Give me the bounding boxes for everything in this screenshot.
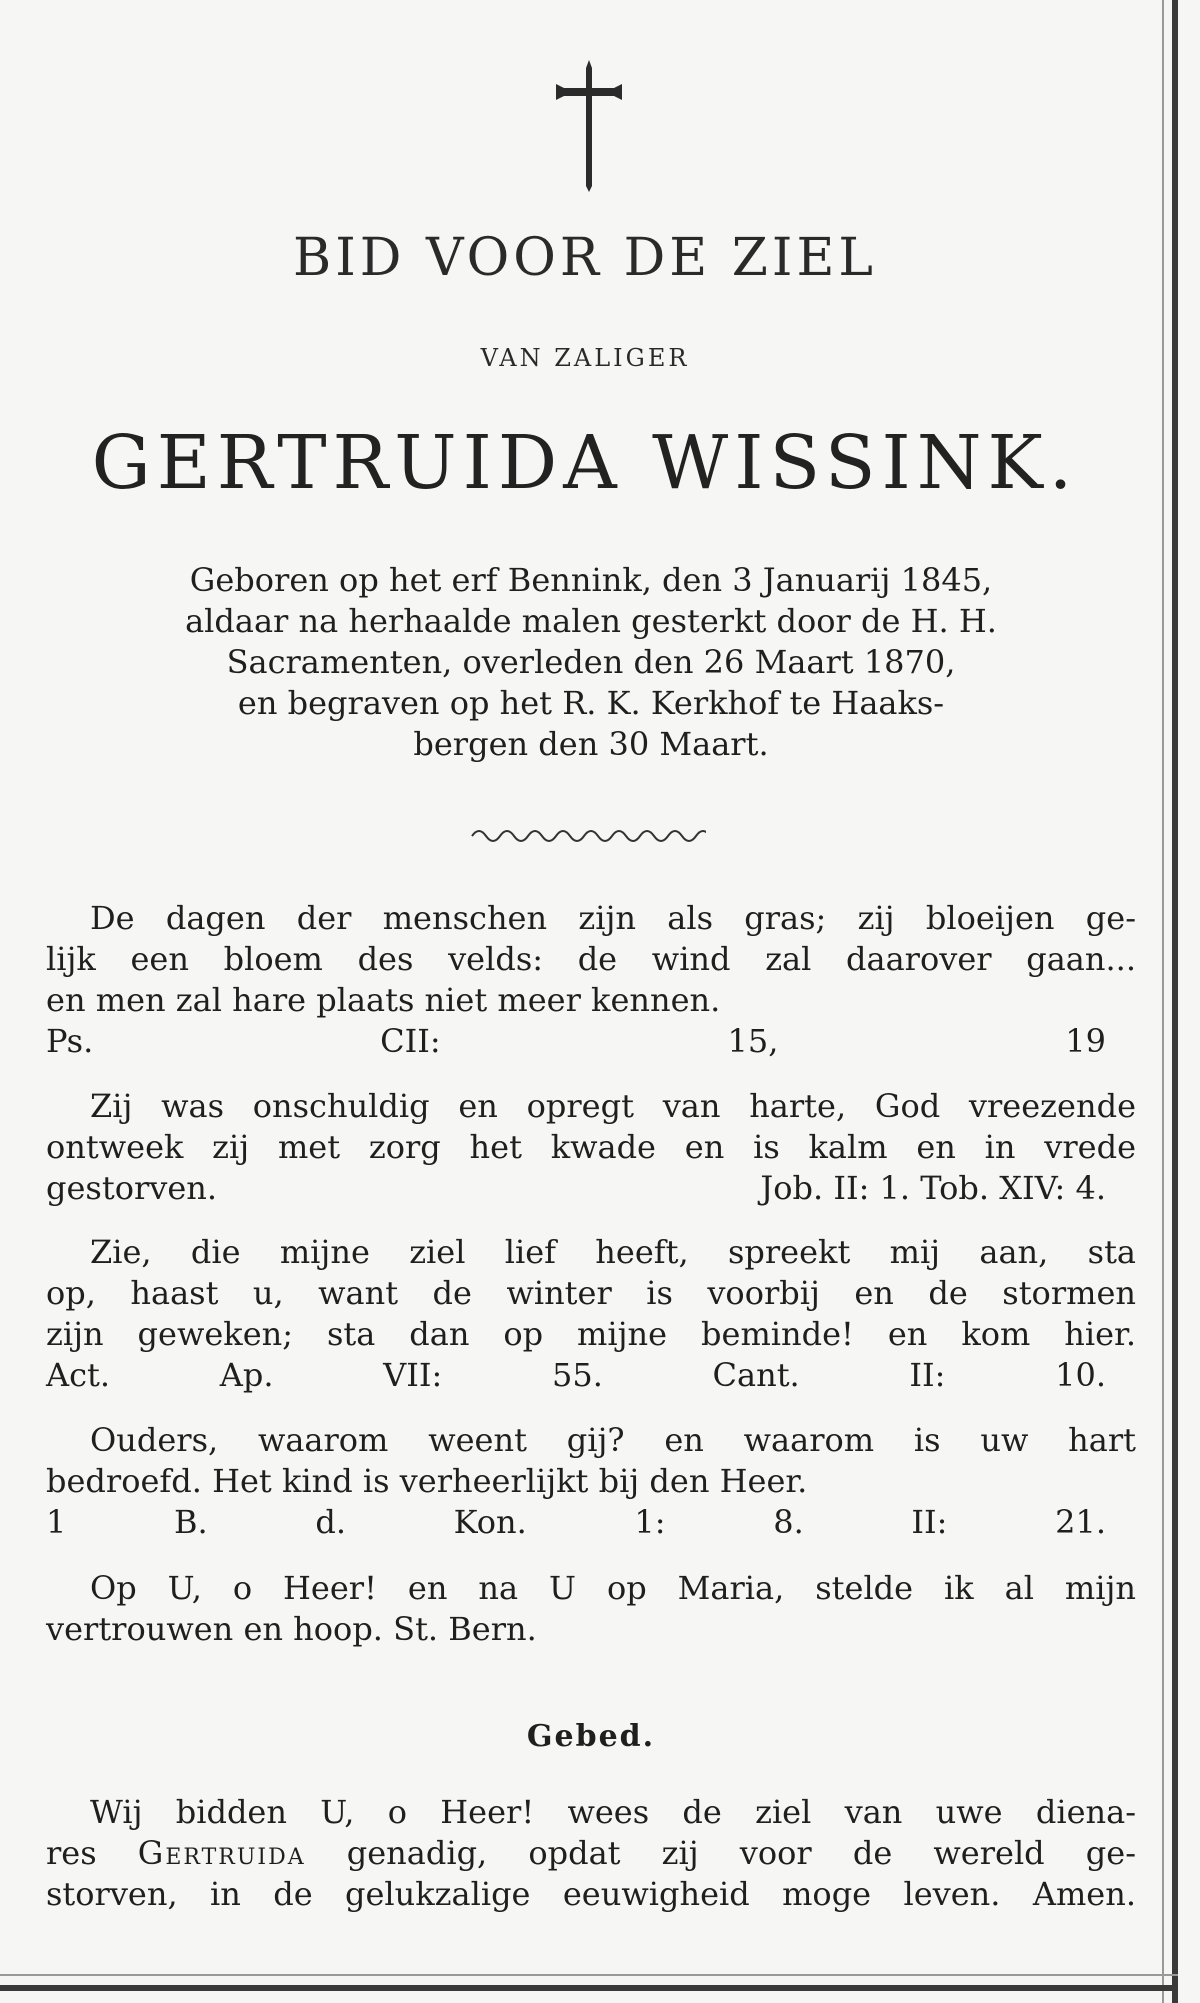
verse-reference: 1 B. d. Kon. 1: 8. II: 21. <box>46 1503 1106 1541</box>
ornament-divider <box>470 824 706 844</box>
page-title: BID VOOR DE ZIEL <box>293 228 877 288</box>
verse-line: Ouders, waarom weent gij? en waarom is uw hart <box>90 1421 1136 1459</box>
biography-line: Sacramenten, overleden den 26 Maart 1870, <box>226 643 956 681</box>
prayer-line <box>46 1833 1136 1874</box>
verse-line: ontweek zij met zorg het kwade en is kalm en in vrede <box>46 1128 1136 1166</box>
verse-reference: Job. II: 1. Tob. XIV: 4. <box>760 1169 1106 1207</box>
prayer-word: genadig, opdat zij voor de wereld ge- <box>346 1834 1137 1872</box>
verse-reference: Act. Ap. VII: 55. Cant. II: 10. <box>46 1356 1106 1394</box>
cross-icon <box>552 58 626 194</box>
card-edge-bottom-inner <box>0 1974 1178 1976</box>
prayer-line: storven, in de gelukzalige eeuwigheid moge leven. Amen. <box>46 1875 1136 1913</box>
verse-line: De dagen der menschen zijn als gras; zij bloeijen ge- <box>90 899 1136 937</box>
card-edge-right <box>1172 0 1178 2003</box>
deceased-name: GERTRUIDA WISSINK. <box>91 420 1079 506</box>
card-edge-right-inner <box>1162 0 1164 2003</box>
verse-2 <box>46 1086 1136 1209</box>
verse-line: Zie, die mijne ziel lief heeft, spreekt mij aan, sta <box>90 1233 1136 1271</box>
verse-line: Op U, o Heer! en na U op Maria, stelde ik al mijn <box>90 1569 1136 1607</box>
biography <box>46 560 1136 765</box>
verse-line: gestorven. <box>46 1169 218 1207</box>
biography-line: aldaar na herhaalde malen gesterkt door de H. H. <box>185 602 997 640</box>
verse-line: lijk een bloem des velds: de wind zal daarover gaan... <box>46 940 1136 978</box>
prayer-word: res <box>46 1834 97 1872</box>
prayer-line: Wij bidden U, o Heer! wees de ziel van uwe diena- <box>90 1793 1136 1831</box>
biography-line: bergen den 30 Maart. <box>413 725 769 763</box>
verse-reference: Ps. CII: 15, 19 <box>46 1022 1106 1060</box>
biography-line: en begraven op het R. K. Kerkhof te Haaks- <box>237 684 945 722</box>
verse-5 <box>46 1568 1136 1650</box>
verse-3 <box>46 1232 1136 1396</box>
verse-line: Zij was onschuldig en opregt van harte, God vreezende <box>90 1087 1136 1125</box>
prayer-name: Gertruida <box>137 1834 306 1872</box>
card-edge-bottom <box>0 1985 1178 1991</box>
verse-line: zijn geweken; sta dan op mijne beminde! en kom hier. <box>46 1315 1136 1353</box>
verse-line: en men zal hare plaats niet meer kennen. <box>46 981 721 1019</box>
verse-line: bedroefd. Het kind is verheerlijkt bij den Heer. <box>46 1462 808 1500</box>
verse-1 <box>46 898 1136 1062</box>
verse-line: op, haast u, want de winter is voorbij en de stormen <box>46 1274 1136 1312</box>
biography-line: Geboren op het erf Bennink, den 3 Januarij 1845, <box>189 561 993 599</box>
subtitle: VAN ZALIGER <box>480 344 690 372</box>
verse-line-with-reference <box>46 1168 1136 1209</box>
verse-line: vertrouwen en hoop. St. Bern. <box>46 1610 537 1648</box>
verse-4 <box>46 1420 1136 1543</box>
prayer <box>46 1792 1136 1915</box>
prayer-title: Gebed. <box>526 1719 656 1754</box>
